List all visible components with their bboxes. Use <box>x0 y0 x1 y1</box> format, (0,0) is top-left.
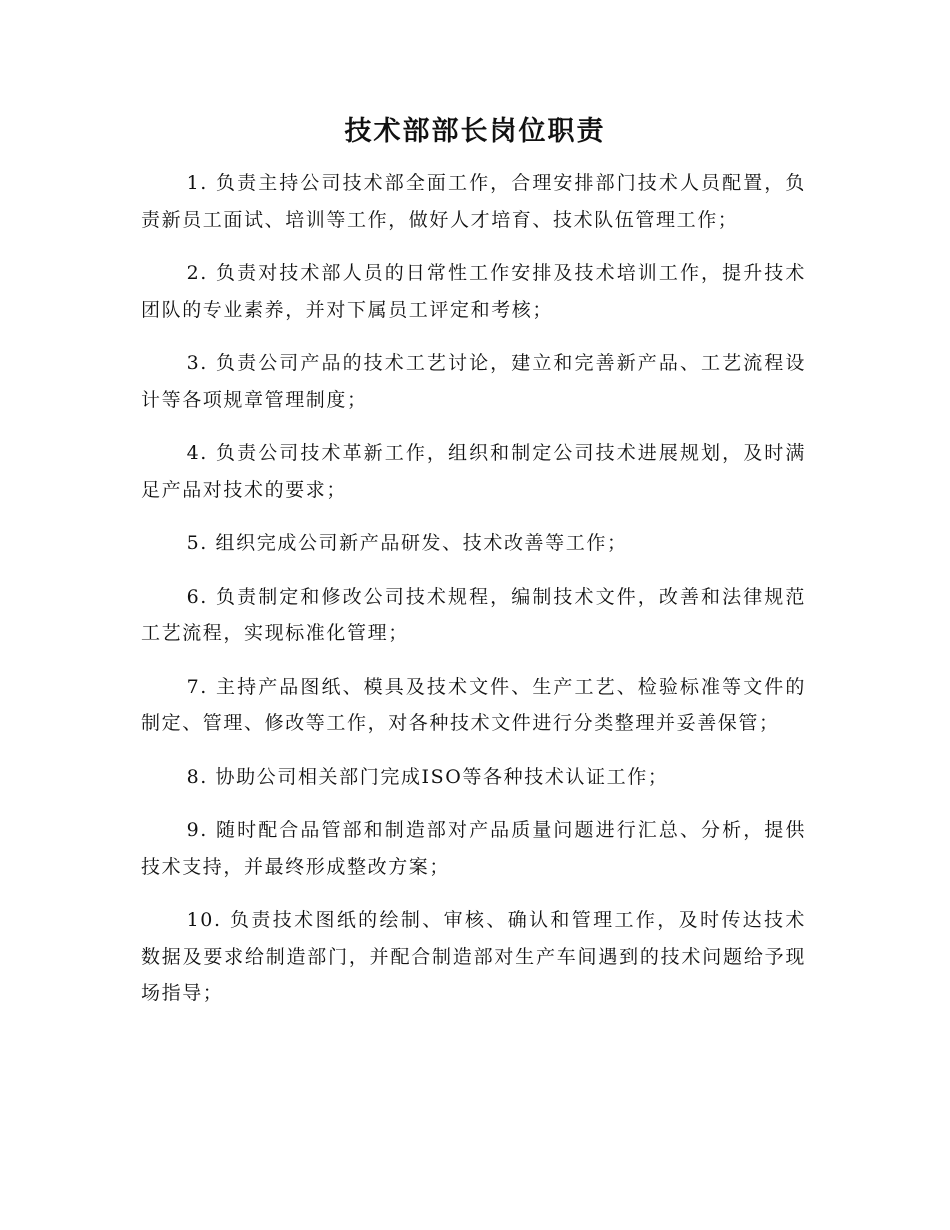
duty-item-1: 1. 负责主持公司技术部全面工作，合理安排部门技术人员配置，负责新员工面试、培训等工作，做好人才培育、技术队伍管理工作； <box>141 172 806 231</box>
duty-list <box>141 165 806 1029</box>
duty-item-5: 5. 组织完成公司新产品研发、技术改善等工作； <box>186 532 628 554</box>
duty-item-4: 4. 负责公司技术革新工作，组织和制定公司技术进展规划，及时满足产品对技术的要求； <box>141 442 806 501</box>
duty-item-10: 10. 负责技术图纸的绘制、审核、确认和管理工作，及时传达技术数据及要求给制造部门，并配合制造部对生产车间遇到的技术问题给予现场指导； <box>141 909 806 1004</box>
duty-item-9: 9. 随时配合品管部和制造部对产品质量问题进行汇总、分析，提供技术支持，并最终形成整改方案； <box>141 819 806 878</box>
document-title: 技术部部长岗位职责 <box>344 116 606 147</box>
duty-item-6: 6. 负责制定和修改公司技术规程，编制技术文件，改善和法律规范工艺流程，实现标准化管理； <box>141 585 806 644</box>
duty-item-3: 3. 负责公司产品的技术工艺讨论，建立和完善新产品、工艺流程设计等各项规章管理制度； <box>141 352 806 411</box>
duty-item-8: 8. 协助公司相关部门完成ISO等各种技术认证工作； <box>186 765 669 788</box>
duty-item-7: 7. 主持产品图纸、模具及技术文件、生产工艺、检验标准等文件的制定、管理、修改等工作，对各种技术文件进行分类整理并妥善保管； <box>141 675 806 734</box>
duty-item-2: 2. 负责对技术部人员的日常性工作安排及技术培训工作，提升技术团队的专业素养，并对下属员工评定和考核； <box>141 262 806 321</box>
